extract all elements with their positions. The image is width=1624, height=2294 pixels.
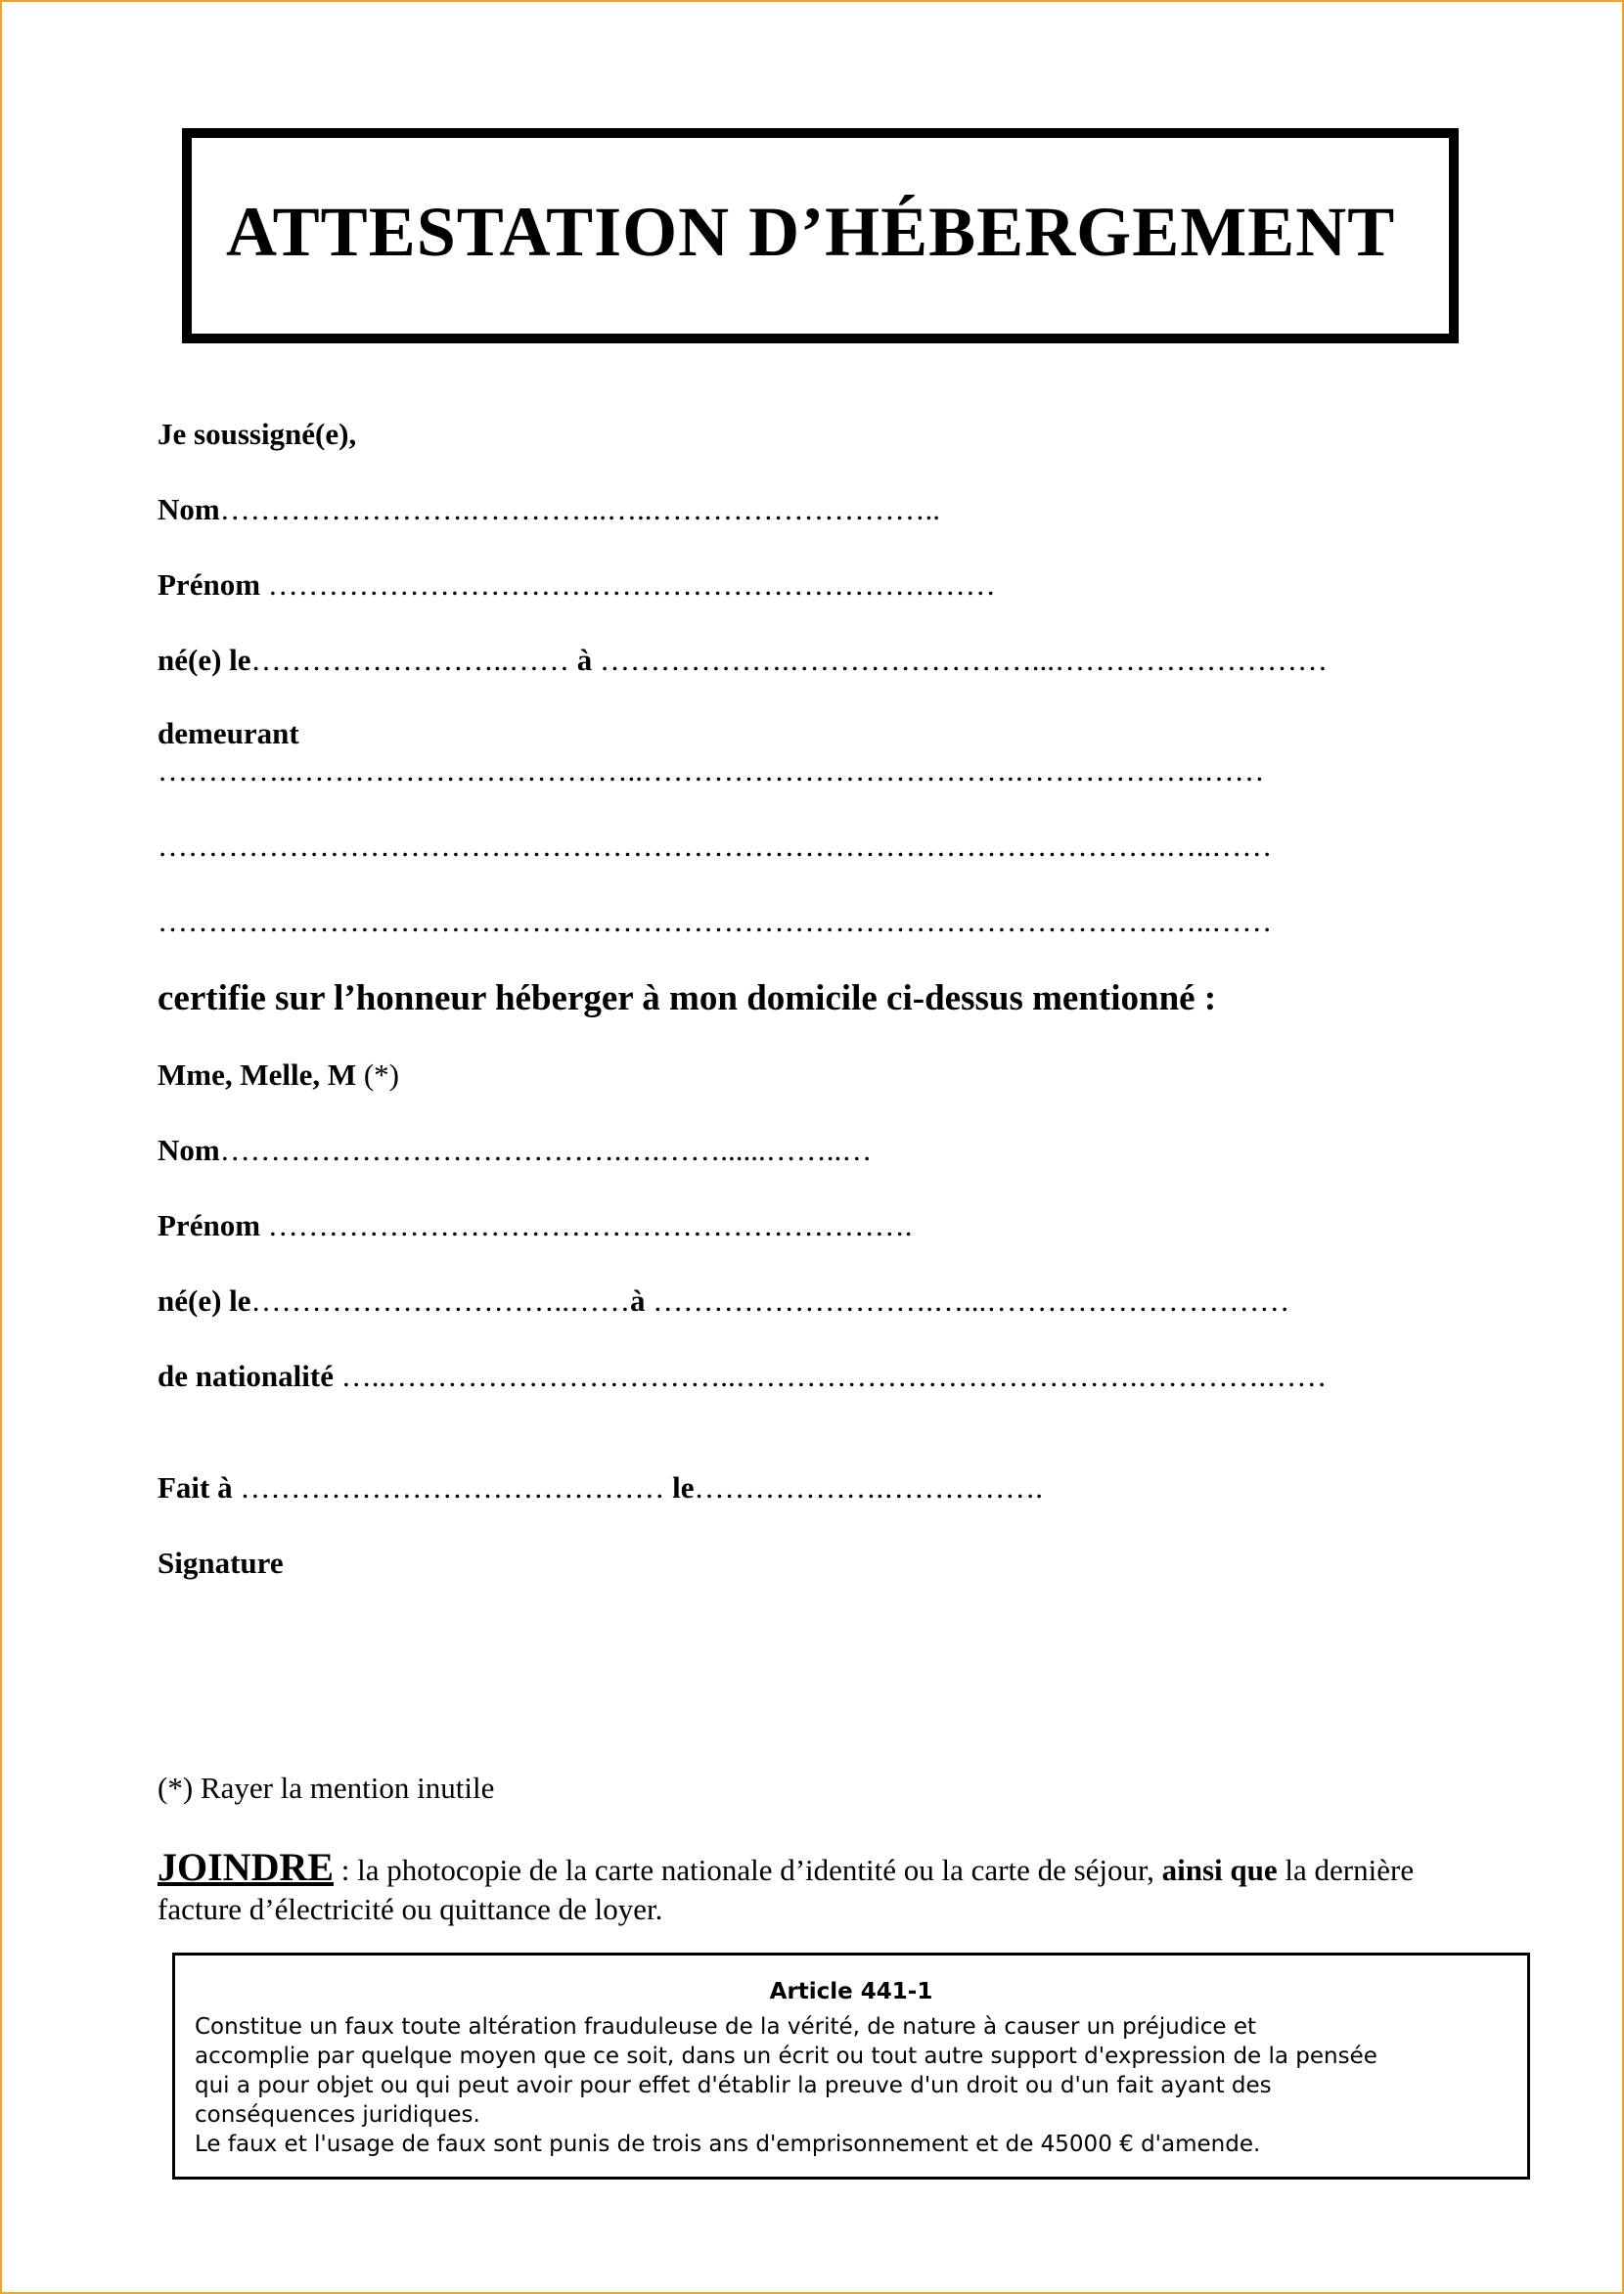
article-paragraph-1: Constitue un faux toute altération frauduleuse de la vérité, de nature à causer un préjudice et accomplie par quelque moyen que ce soit, dans un écrit ou tout autre support d'expression de la pensée qui a pour objet ou qui peut avoir pour effet d'établir la preuve d'un droit ou d'un fait ayant des conséquences juridiques. bbox=[195, 2014, 1377, 2128]
guest-nom-label: Nom bbox=[158, 1133, 220, 1167]
certify-statement: certifie sur l’honneur héberger à mon domicile ci-dessus mentionné : bbox=[158, 978, 1217, 1018]
guest-civility bbox=[158, 1059, 399, 1090]
host-birth-field[interactable] bbox=[158, 645, 1328, 675]
guest-prenom-field[interactable] bbox=[158, 1210, 913, 1240]
joindre-text-1: : la photocopie de la carte nationale d’identité ou la carte de séjour, bbox=[334, 1853, 1162, 1887]
guest-prenom-label: Prénom bbox=[158, 1208, 261, 1242]
guest-ne-dots: …………………………..…… bbox=[250, 1283, 631, 1318]
guest-birth-field[interactable] bbox=[158, 1285, 1289, 1316]
article-title: Article 441-1 bbox=[769, 1979, 933, 2004]
fait-field[interactable] bbox=[158, 1472, 1043, 1503]
host-address-line-3[interactable]: ……………………………………………………………………………………….…..…… bbox=[158, 904, 1273, 938]
host-address-line-2[interactable]: ……………………………………………………………………………………….…..…… bbox=[158, 829, 1273, 863]
guest-nom-field[interactable] bbox=[158, 1135, 872, 1165]
fait-dots: …………………………………… bbox=[232, 1470, 673, 1505]
host-prenom-label: Prénom bbox=[158, 567, 261, 602]
article-box bbox=[172, 1953, 1530, 2180]
guest-nationalite-field[interactable] bbox=[158, 1361, 1327, 1391]
host-a-dots: ……………….……………………...……………………… bbox=[592, 643, 1329, 677]
le-dots: ……………….……………. bbox=[694, 1470, 1043, 1505]
joindre-line-2: facture d’électricité ou quittance de loyer. bbox=[158, 1892, 663, 1926]
document-title: ATTESTATION D’HÉBERGEMENT bbox=[226, 193, 1396, 271]
host-a-label: à bbox=[576, 643, 593, 677]
host-nom-label: Nom bbox=[158, 492, 220, 526]
guest-a-dots: ……………………….…...………………………… bbox=[645, 1283, 1290, 1318]
footnote: (*) Rayer la mention inutile bbox=[158, 1771, 495, 1805]
guest-nom-dots: ………………………………….….……......……..… bbox=[219, 1133, 873, 1167]
fait-label: Fait à bbox=[158, 1470, 233, 1505]
joindre-heading: JOINDRE bbox=[158, 1845, 335, 1889]
guest-nationalite-label: de nationalité bbox=[158, 1359, 334, 1393]
le-label: le bbox=[672, 1470, 695, 1505]
host-nom-dots: …………………….…………..…..……………………….. bbox=[219, 492, 940, 526]
host-ne-dots: ……………………..…… bbox=[250, 643, 577, 677]
guest-a-label: à bbox=[630, 1283, 646, 1318]
guest-civility-label: Mme, Melle, M bbox=[158, 1057, 357, 1092]
host-address-line-1[interactable]: …………..……………………………..……………………………….……………….…… bbox=[158, 753, 1265, 787]
joindre-text-2: la dernière bbox=[1277, 1853, 1415, 1887]
host-demeurant-label: demeurant bbox=[158, 716, 299, 750]
host-prenom-dots: ……………………………………………………………… bbox=[260, 567, 996, 602]
host-prenom-field[interactable] bbox=[158, 569, 996, 600]
host-ne-label: né(e) le bbox=[158, 643, 251, 677]
signature-label: Signature bbox=[158, 1546, 284, 1580]
guest-nationalite-dots: …..……………………………..………………………………….………….…… bbox=[333, 1359, 1328, 1393]
article-paragraph-2: Le faux et l'usage de faux sont punis de trois ans d'emprisonnement et de 45000 € d'amende. bbox=[195, 2132, 1261, 2157]
guest-civility-mark: (*) bbox=[356, 1057, 400, 1092]
host-nom-field[interactable] bbox=[158, 494, 940, 524]
title-box bbox=[182, 128, 1459, 343]
joindre-line-1 bbox=[158, 1845, 1415, 1889]
guest-prenom-dots: ………………………………………………………. bbox=[260, 1208, 913, 1242]
guest-ne-label: né(e) le bbox=[158, 1283, 251, 1318]
host-intro: Je soussigné(e), bbox=[158, 417, 357, 451]
joindre-bold: ainsi que bbox=[1161, 1853, 1278, 1887]
